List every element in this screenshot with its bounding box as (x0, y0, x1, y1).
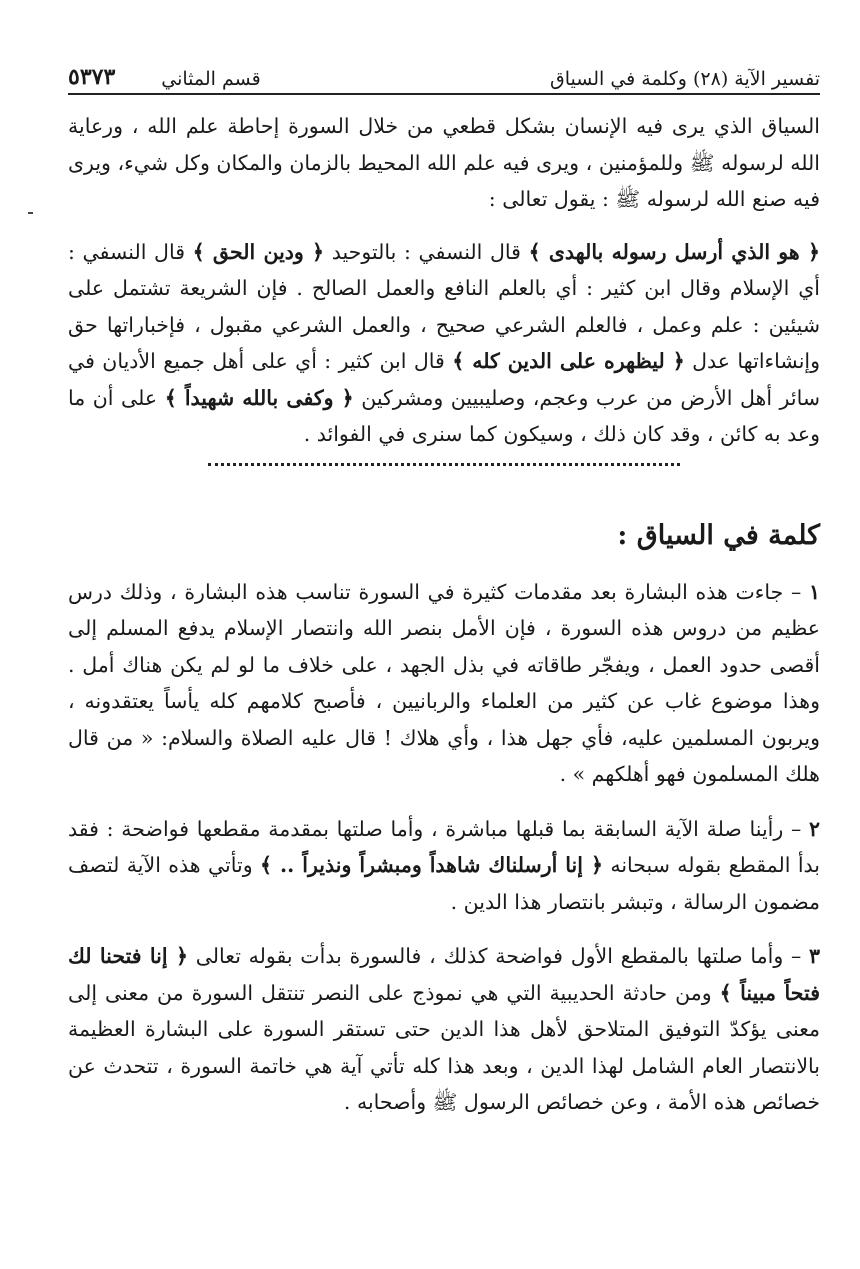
commentary-text: قال ابن كثير : أي على أهل جميع الأديان في سائر أهل الأرض من عرب وعجم، وصليبيين ومشركين (68, 349, 821, 410)
page-body (68, 108, 820, 1121)
commentary-text: قال النسفي : أي الإسلام وقال ابن كثير : أي بالعلم النافع والعمل الصالح . فإن الشريعة تشتمل على شيئين : علم وعمل ، فالعلم الشرعي صحيح ، والعمل الشرعي مقبول ، فإخباراتها حق وإنشاءاتها عدل (68, 239, 820, 373)
numbered-point (68, 574, 820, 793)
commentary-text: على أن ما وعد به كائن ، وقد كان ذلك ، وسيكون كما سنرى في الفوائد . (68, 385, 820, 446)
quran-quote: ﴿ إنا فتحنا لك فتحاً مبيناً ﴾ (68, 944, 820, 1005)
section-name: قسم المثاني (161, 68, 261, 90)
point-text: وتأتي هذه الآية لتصف مضمون الرسالة ، وتبشر بانتصار هذا الدين . (68, 853, 820, 914)
commentary-text: قال النسفي : بالتوحيد (324, 239, 529, 264)
point-text: – جاءت هذه البشارة بعد مقدمات كثيرة في السورة تناسب هذه البشارة ، وذلك درس عظيم من دروس هذه السورة ، فإن الأمل بنصر الله وانتصار الإسلام يدفع المسلم إلى أقصى حدود العمل ، ويفجّر طاقاته في بذل الجهد ، على خلاف ما لو لم يكن هناك أمل . وهذا موضوع غاب عن كثير من العلماء والربانيين ، فأصبح كلامهم كله يأساً يعتقدونه ، ويربون المسلمين عليه، فأي جهل هذا ، وأي هلاك ! قال عليه الصلاة والسلام: « من قال هلك المسلمون فهو أهلكهم » . (68, 579, 820, 786)
quran-quote: ﴿ ودين الحق ﴾ (192, 239, 325, 264)
intro-paragraph: السياق الذي يرى فيه الإنسان بشكل قطعي من خلال السورة إحاطة علم الله ، ورعاية الله لرسوله ﷺ وللمؤمنين ، ويرى فيه علم الله المحيط بالزمان والمكان وكل شيء، ويرى فيه صنع الله لرسوله ﷺ : يقول تعالى : (68, 114, 820, 211)
point-text: – رأينا صلة الآية السابقة بما قبلها مباشرة ، وأما صلتها بمقدمة مقطعها فواضحة : فقد بدأ المقطع بقوله سبحانه (68, 816, 821, 877)
page-number: ٥٣٧٣ (68, 64, 116, 90)
quran-quote: ﴿ وكفى بالله شهيداً ﴾ (164, 385, 354, 410)
numbered-point (68, 811, 820, 921)
book-page (68, 50, 820, 1121)
quran-quote: ﴿ إنا أرسلناك شاهداً ومبشراً ونذيراً .. ﴾ (260, 853, 603, 877)
section-title: كلمة في السياق : (617, 519, 820, 551)
verse-commentary-paragraph (68, 234, 820, 453)
point-text: – وأما صلتها بالمقطع الأول فواضحة كذلك ، فالسورة بدأت بقوله تعالى (187, 944, 809, 968)
quran-quote: ﴿ ليظهره على الدين كله ﴾ (452, 349, 685, 373)
point-number: ٣ (808, 944, 820, 968)
scan-mark (28, 212, 33, 214)
point-text: ومن حادثة الحديبية التي هي نموذج على النصر تنتقل السورة من معنى إلى معنى يؤكدّ التوفيق المتلاحق لأهل هذا الدين حتى تستقر السورة على البشارة العظيمة بالانتصار العام الشامل لهذا الدين ، وبعد هذا كله تأتي آية هي خاتمة السورة ، تتحدث عن خصائص هذه الأمة ، وعن خصائص الرسول ﷺ وأصحابه . (68, 980, 820, 1114)
running-title: تفسير الآية (٢٨) وكلمة في السياق (550, 68, 820, 90)
point-number: ٢ (808, 816, 820, 841)
quran-quote: ﴿ هو الذي أرسل رسوله بالهدى ﴾ (528, 239, 820, 264)
dotted-divider (208, 455, 680, 466)
page-header (68, 50, 820, 95)
header-left-group (68, 64, 261, 90)
point-number: ١ (809, 579, 821, 604)
numbered-point (68, 938, 820, 1121)
